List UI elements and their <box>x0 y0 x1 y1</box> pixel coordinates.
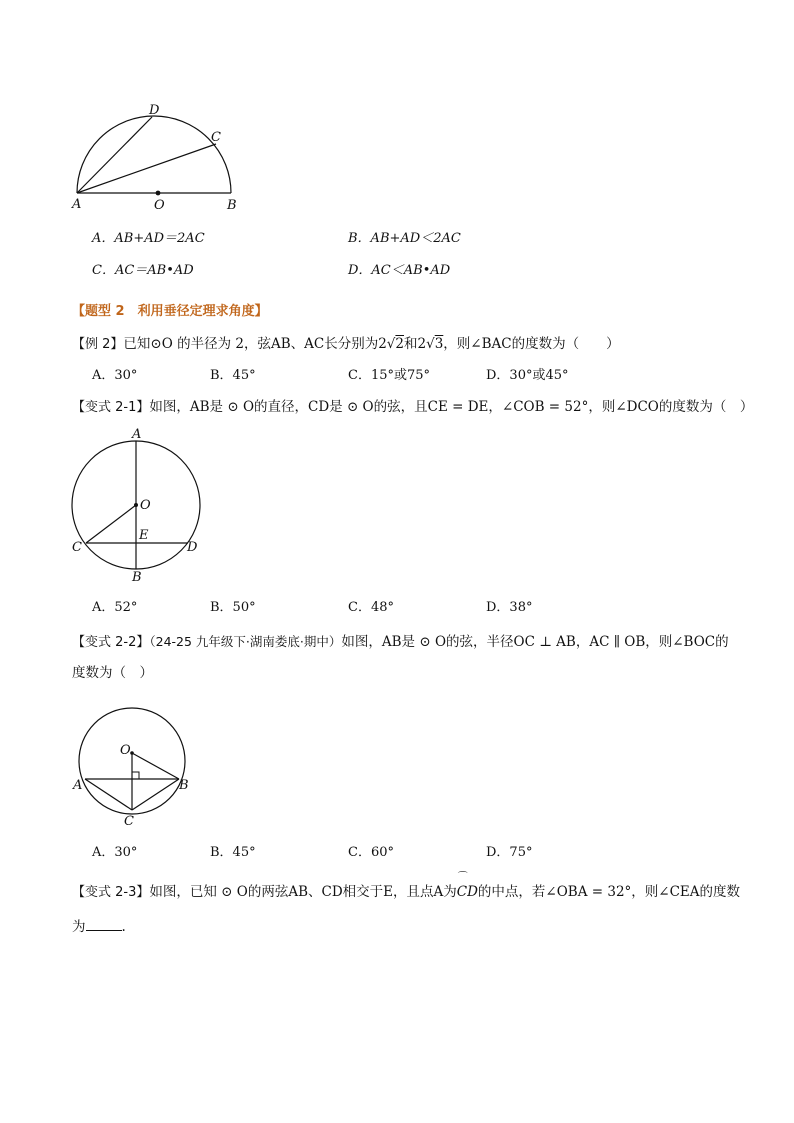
chord-ad <box>77 117 152 193</box>
arc-label: CD <box>456 884 478 900</box>
example2-option-a: A．30° <box>92 368 138 383</box>
label-d: D <box>187 540 198 555</box>
center-point <box>134 503 138 507</box>
segment-bc <box>132 779 179 810</box>
variant21-question <box>72 397 753 418</box>
sqrt-radicand-2: 3 <box>434 336 444 352</box>
figure-circle-chord <box>66 700 196 830</box>
variant23-tag: 【变式 2-3】 <box>72 885 150 900</box>
variant21-tag: 【变式 2-1】 <box>72 400 150 415</box>
variant22-tag: 【变式 2-2】 <box>72 635 150 650</box>
example2-tag: 【例 2】 <box>72 337 124 352</box>
example2-text-c: ，则∠BAC的度数为（ ） <box>443 336 620 352</box>
answer-blank[interactable] <box>86 917 122 931</box>
variant21-option-c: C．48° <box>348 600 394 615</box>
label-o: O <box>120 743 131 758</box>
right-angle-mark <box>132 772 139 779</box>
semicircle-arc <box>77 116 231 193</box>
variant22-option-a: A．30° <box>92 845 138 860</box>
segment-ac <box>85 779 132 810</box>
center-point <box>130 751 134 755</box>
chord-ac <box>77 144 216 193</box>
label-a: A <box>73 778 83 793</box>
radius-oc <box>86 505 136 543</box>
q1-option-c: C．AC＝AB•AD <box>92 263 194 278</box>
example2-text-b: 和2 <box>404 336 427 352</box>
figure-semicircle <box>60 95 260 220</box>
variant22-option-b: B．45° <box>210 845 256 860</box>
variant22-text-line1: 如图，AB是 ⊙ O的弦，半径OC ⊥ AB，AC ∥ OB，则∠BOC的 <box>341 634 729 650</box>
label-c: C <box>72 540 82 555</box>
label-o: O <box>140 498 151 513</box>
q1-option-a: A．AB+AD＝2AC <box>92 231 205 246</box>
example2-option-b: B．45° <box>210 368 256 383</box>
example2-option-d: D．30°或45° <box>486 368 569 383</box>
label-c: C <box>211 130 221 145</box>
label-b: B <box>227 198 237 213</box>
label-a: A <box>72 197 82 212</box>
variant23-text-a: 如图，已知 ⊙ O的两弦AB、CD相交于E，且点A为 <box>149 884 457 900</box>
center-point <box>156 191 161 196</box>
arc-cd <box>456 872 478 902</box>
label-b: B <box>132 570 142 585</box>
variant22-option-c: C．60° <box>348 845 394 860</box>
example2-question <box>72 334 620 355</box>
sqrt-symbol-2: √ <box>426 336 435 352</box>
sqrt-radicand-1: 2 <box>395 336 404 352</box>
label-o: O <box>154 198 165 213</box>
variant23-question-line2 <box>72 917 126 937</box>
variant23-question-line1 <box>72 872 741 903</box>
variant21-text: 如图，AB是 ⊙ O的直径，CD是 ⊙ O的弦，且CE = DE，∠COB = 52°，则∠DCO的度数为（ ） <box>149 399 754 415</box>
variant22-source: （24-25 九年级下·湖南娄底·期中） <box>149 634 342 649</box>
variant23-text-line2: 为 <box>72 919 86 935</box>
example2-text-a: 已知⊙O 的半径为 2，弦AB、AC长分别为2 <box>123 336 387 352</box>
label-d: D <box>149 103 160 118</box>
example2-option-c: C．15°或75° <box>348 368 431 383</box>
section-heading: 【题型 2 利用垂径定理求角度】 <box>72 304 268 319</box>
variant22-question-line2: 度数为（ ） <box>72 665 153 681</box>
variant23-period: . <box>121 919 126 935</box>
sqrt-symbol-1: √ <box>386 336 396 352</box>
q1-option-b: B．AB+AD＜2AC <box>348 231 461 246</box>
label-b: B <box>179 778 189 793</box>
variant22-question-line1 <box>72 632 729 653</box>
label-a: A <box>132 427 142 442</box>
variant21-option-b: B．50° <box>210 600 256 615</box>
q1-option-d: D．AC＜AB•AD <box>348 263 451 278</box>
label-c: C <box>124 814 134 829</box>
figure-circle-diameter <box>60 425 220 585</box>
variant23-text-b: 的中点，若∠OBA = 32°，则∠CEA的度数 <box>477 884 741 900</box>
arc-symbol: ⌒ <box>457 872 468 883</box>
variant22-option-d: D．75° <box>486 845 533 860</box>
variant21-option-d: D．38° <box>486 600 533 615</box>
variant21-option-a: A．52° <box>92 600 138 615</box>
label-e: E <box>139 528 149 543</box>
